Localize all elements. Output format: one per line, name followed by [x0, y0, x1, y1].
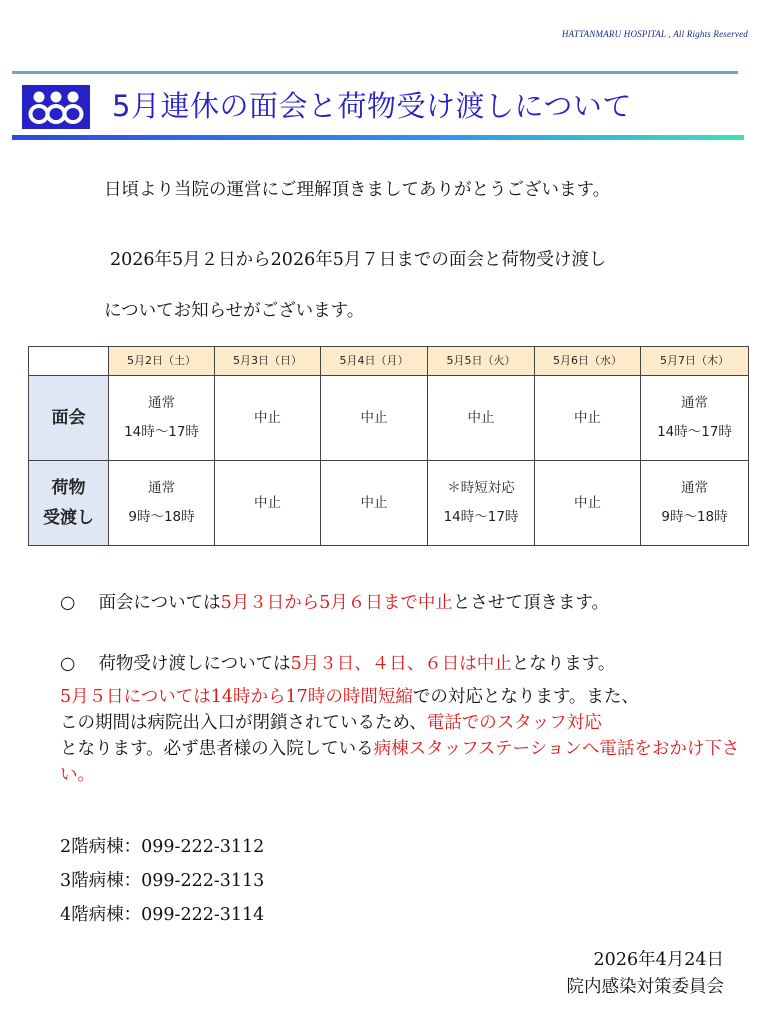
date-header-cell: 5月7日（木）	[641, 347, 749, 376]
visit-cell	[321, 376, 428, 461]
parcel-row-label-line-2: 受渡し	[43, 508, 94, 528]
detail-text-1: での対応となります。また、	[412, 687, 639, 707]
ward-station-text: 病棟スタッフステーションへ電話をおかけ下さい。	[60, 739, 740, 785]
header-top-rule	[12, 71, 738, 74]
parcel-cell	[321, 461, 428, 546]
copyright-notice: HATTANMARU HOSPITAL , All Rights Reserved	[561, 29, 748, 39]
header-gradient-rule	[12, 135, 744, 140]
date-header-cell: 5月2日（土）	[109, 347, 215, 376]
parcel-cell	[215, 461, 321, 546]
visit-hours: 14時～17時	[124, 424, 199, 440]
intro-line-1: 日頃より当院の運営にご理解頂きましてありがとうございます。	[104, 180, 611, 200]
intro-line-2: 2026年5月２日から2026年5月７日までの面会と荷物受け渡し	[110, 250, 607, 270]
phone-item: 3階病棟：099-222-3113	[60, 871, 265, 891]
detail-text-3: となります。必ず患者様の入院している	[60, 739, 374, 759]
parcel-row-label-line-1: 荷物	[51, 478, 86, 498]
signature-block	[567, 947, 725, 1001]
visit-notice-text: 面会については	[98, 593, 221, 613]
parcel-status: 通常	[148, 480, 175, 496]
visit-status: 中止	[574, 409, 601, 426]
parcel-status: 通常	[681, 480, 708, 496]
visit-status: 中止	[467, 409, 495, 426]
visit-cell	[641, 376, 749, 461]
parcel-row	[29, 461, 749, 546]
parcel-cell	[428, 461, 535, 546]
visit-cell	[428, 376, 535, 461]
parcel-row-label	[29, 461, 109, 546]
parcel-hours: 14時～17時	[443, 509, 519, 525]
date-header-cell: 5月5日（火）	[428, 347, 535, 376]
parcel-notice-highlight: 5月３日、４日、６日は中止	[290, 654, 512, 674]
parcel-cell	[535, 461, 641, 546]
visit-cell	[109, 376, 215, 461]
bullet-circle-icon: ○	[60, 654, 76, 674]
visit-status: 中止	[254, 409, 281, 426]
parcel-status: ＊時短対応	[447, 480, 515, 496]
schedule-table	[28, 346, 749, 546]
date-header-cell: 5月3日（日）	[215, 347, 321, 376]
parcel-detail-paragraph	[60, 684, 750, 788]
visit-notice-tail: とさせて頂きます。	[452, 593, 609, 613]
visit-status: 通常	[681, 395, 708, 411]
visit-notice-highlight: 5月３日から5月６日まで中止	[220, 593, 453, 613]
visit-cell	[215, 376, 321, 461]
parcel-status: 中止	[254, 494, 281, 511]
intro-line-3: についてお知らせがございます。	[104, 301, 365, 321]
parcel-notice-tail: となります。	[511, 654, 616, 674]
parcel-notice	[60, 652, 615, 677]
visit-status: 中止	[360, 409, 388, 426]
parcel-hours: 9時～18時	[128, 509, 195, 525]
visit-row-label: 面会	[29, 376, 109, 461]
parcel-notice-text: 荷物受け渡しについては	[98, 654, 291, 674]
date-header-cell: 5月4日（月）	[321, 347, 428, 376]
phone-item: 2階病棟：099-222-3112	[60, 837, 265, 857]
phone-item: 4階病棟：099-222-3114	[60, 905, 265, 925]
shortened-hours-text: 5月５日については14時から17時の時間短縮	[60, 687, 413, 707]
detail-text-2: この期間は病院出入口が閉鎖されているため、	[60, 713, 427, 733]
page-title: 5月連休の面会と荷物受け渡しについて	[112, 89, 632, 123]
parcel-status: 中止	[574, 494, 601, 511]
hospital-logo-icon	[22, 85, 90, 129]
phone-staff-text: 電話でのスタッフ対応	[426, 713, 602, 733]
committee-name: 院内感染対策委員会	[566, 977, 724, 997]
visit-row	[29, 376, 749, 461]
parcel-hours: 9時～18時	[661, 509, 728, 525]
schedule-header-row	[29, 347, 749, 376]
visit-cell	[535, 376, 641, 461]
notice-date: 2026年4月24日	[593, 950, 724, 970]
visit-hours: 14時～17時	[657, 424, 732, 440]
parcel-status: 中止	[360, 494, 388, 511]
visit-notice	[60, 591, 609, 616]
visit-status: 通常	[148, 395, 175, 411]
table-corner-cell	[29, 347, 109, 376]
bullet-circle-icon: ○	[60, 593, 76, 613]
parcel-cell	[641, 461, 749, 546]
date-header-cell: 5月6日（水）	[535, 347, 641, 376]
phone-list	[60, 830, 264, 932]
parcel-cell	[109, 461, 215, 546]
